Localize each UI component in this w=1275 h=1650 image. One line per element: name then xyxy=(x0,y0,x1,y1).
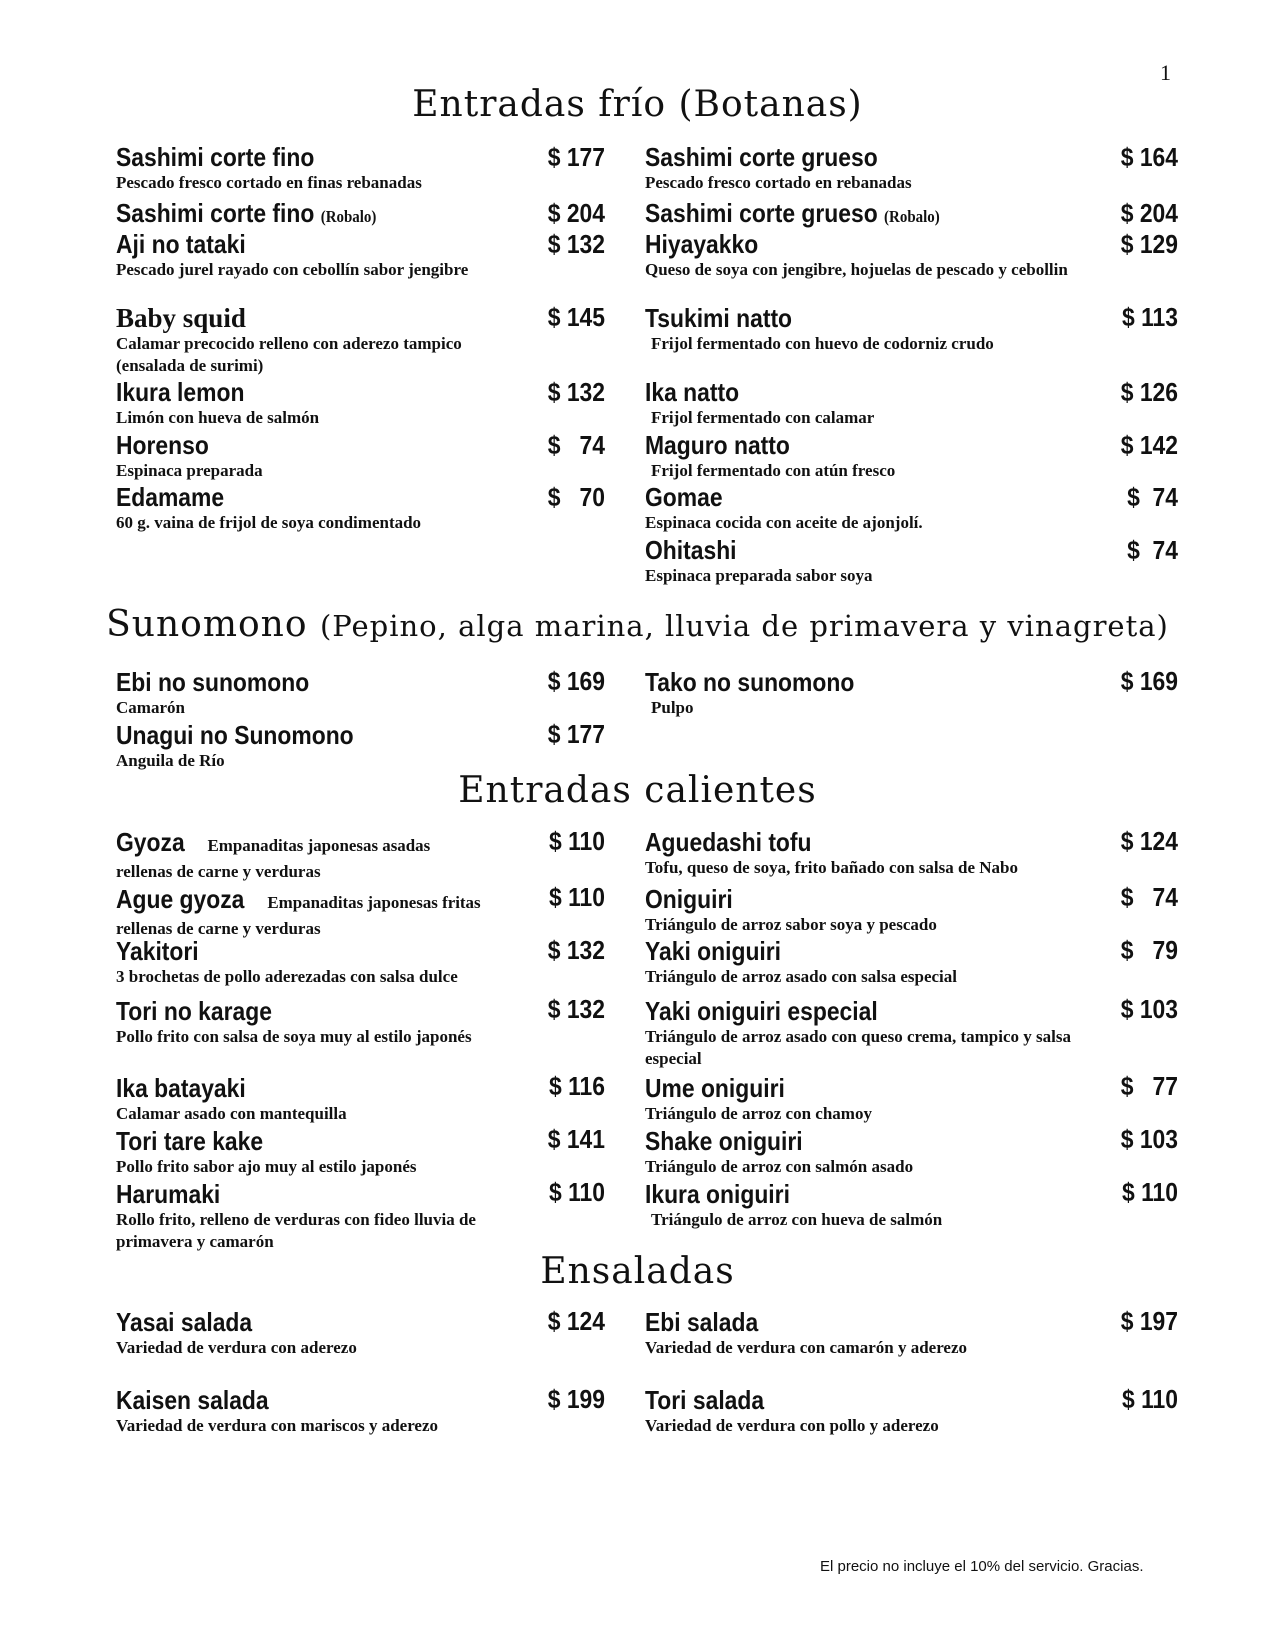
item-price: $ 124 xyxy=(547,1306,605,1336)
item-name: Sashimi corte grueso xyxy=(645,142,878,172)
menu-item xyxy=(645,303,1135,355)
item-price: $ 197 xyxy=(1120,1306,1178,1336)
item-name: Ikura oniguiri xyxy=(645,1179,790,1209)
item-price: $ 132 xyxy=(547,229,605,259)
item-price: $ 116 xyxy=(548,1071,605,1101)
item-name: Yakitori xyxy=(116,936,199,966)
item-name: Sashimi corte fino xyxy=(116,142,315,172)
item-name: Ague gyoza Empanaditas japonesas fritas xyxy=(116,884,468,918)
item-name: Edamame xyxy=(116,482,225,512)
menu-item xyxy=(645,1073,1135,1125)
menu-item xyxy=(645,229,1090,281)
item-description: rellenas de carne y verduras xyxy=(116,919,321,938)
item-description: Frijol fermentado con atún fresco xyxy=(651,461,896,480)
item-price: $ 103 xyxy=(1120,994,1178,1024)
item-name: Aguedashi tofu xyxy=(645,827,812,857)
item-name: Ikura lemon xyxy=(116,377,245,407)
item-price: $ 204 xyxy=(1120,198,1178,228)
item-price: $ 110 xyxy=(548,1177,605,1207)
item-description: Camarón xyxy=(116,698,185,717)
menu-item xyxy=(645,535,1135,587)
item-price: $ 132 xyxy=(547,994,605,1024)
item-price: $ 74 xyxy=(1127,482,1178,512)
section-title-entradas-frio: Entradas frío (Botanas) xyxy=(412,84,863,125)
item-inline-description: Empanaditas japonesas fritas xyxy=(267,893,481,912)
item-price: $ 110 xyxy=(1121,1384,1178,1414)
menu-item xyxy=(645,377,1135,429)
item-name: Tsukimi natto xyxy=(645,303,793,333)
item-name: Kaisen salada xyxy=(116,1385,269,1415)
item-price: $ 169 xyxy=(547,666,605,696)
menu-item xyxy=(645,482,1135,534)
menu-item xyxy=(645,667,1135,719)
item-price: $ 110 xyxy=(548,882,605,912)
item-description: Espinaca preparada xyxy=(116,461,263,480)
item-description: Limón con hueva de salmón xyxy=(116,408,320,427)
item-description: Tofu, queso de soya, frito bañado con salsa de Nabo xyxy=(645,858,1018,877)
item-name: Baby squid xyxy=(116,303,246,333)
item-description: 60 g. vaina de frijol de soya condimentado xyxy=(116,513,422,532)
item-price: $ 74 xyxy=(547,430,605,460)
item-name: Tako no sunomono xyxy=(645,667,855,697)
item-name: Horenso xyxy=(116,430,209,460)
item-price: $ 145 xyxy=(547,302,605,332)
item-name: Tori no karage xyxy=(116,996,272,1026)
item-name: Yasai salada xyxy=(116,1307,253,1337)
item-name: Unagui no Sunomono xyxy=(116,720,354,750)
item-description: Variedad de verdura con aderezo xyxy=(116,1338,357,1357)
item-inline-description: Empanaditas japonesas asadas xyxy=(207,836,431,855)
menu-item xyxy=(645,884,1135,936)
item-price: $ 132 xyxy=(547,935,605,965)
item-price: $ 204 xyxy=(547,198,605,228)
item-name: Harumaki xyxy=(116,1179,221,1209)
item-description: Triángulo de arroz asado con queso crema, tampico y salsa especial xyxy=(645,1027,1071,1068)
item-price: $ 103 xyxy=(1120,1124,1178,1154)
item-name: Ika natto xyxy=(645,377,740,407)
item-description: Triángulo de arroz sabor soya y pescado xyxy=(645,915,937,934)
item-tag: (Robalo) xyxy=(320,207,377,226)
page-number: 1 xyxy=(1160,60,1171,85)
item-description: Pollo frito con salsa de soya muy al estilo japonés xyxy=(116,1027,472,1046)
item-name: Ika batayaki xyxy=(116,1073,246,1103)
section-title-entradas-calientes: Entradas calientes xyxy=(458,770,817,811)
section-subtitle: (Pepino, alga marina, lluvia de primavera y vinagreta) xyxy=(319,609,1169,643)
item-price: $ 79 xyxy=(1120,935,1178,965)
item-description: Triángulo de arroz con hueva de salmón xyxy=(651,1210,943,1229)
item-name: Yaki oniguiri especial xyxy=(645,996,878,1026)
item-price: $ 126 xyxy=(1120,377,1178,407)
item-price: $ 141 xyxy=(547,1124,605,1154)
item-name: Sashimi corte grueso (Robalo) xyxy=(645,198,940,228)
menu-item xyxy=(645,1307,1135,1359)
item-description: Calamar precocido relleno con aderezo tampico (ensalada de surimi) xyxy=(116,334,462,375)
item-tag: (Robalo) xyxy=(884,207,940,226)
item-price: $ 110 xyxy=(1121,1177,1178,1207)
item-name: Ebi no sunomono xyxy=(116,667,310,697)
section-title-sunomono xyxy=(0,604,1275,645)
item-description: Espinaca cocida con aceite de ajonjolí. xyxy=(645,513,923,532)
item-description: Queso de soya con jengibre, hojuelas de pescado y cebollin xyxy=(645,260,1068,279)
menu-item xyxy=(645,1179,1135,1231)
item-price: $ 77 xyxy=(1120,1071,1178,1101)
item-description: Triángulo de arroz con chamoy xyxy=(645,1104,872,1123)
item-name: Yaki oniguiri xyxy=(645,936,782,966)
menu-item xyxy=(645,1385,1135,1437)
item-description: Variedad de verdura con mariscos y aderezo xyxy=(116,1416,439,1435)
item-description: 3 brochetas de pollo aderezadas con salsa dulce xyxy=(116,967,458,986)
item-price: $ 199 xyxy=(547,1384,605,1414)
item-price: $ 132 xyxy=(547,377,605,407)
item-name: Shake oniguiri xyxy=(645,1126,803,1156)
menu-item xyxy=(645,827,1135,879)
menu-item xyxy=(116,827,516,883)
item-description: Triángulo de arroz asado con salsa especial xyxy=(645,967,957,986)
menu-item xyxy=(645,936,1135,988)
item-description: Variedad de verdura con pollo y aderezo xyxy=(645,1416,939,1435)
menu-item xyxy=(116,229,476,281)
menu-item xyxy=(116,884,516,940)
footnote: El precio no incluye el 10% del servicio. Gracias. xyxy=(820,1558,1144,1575)
menu-item xyxy=(116,303,521,377)
menu-item xyxy=(116,1179,516,1253)
item-price: $ 70 xyxy=(547,482,605,512)
item-description: Espinaca preparada sabor soya xyxy=(645,566,873,585)
item-description: Anguila de Río xyxy=(116,751,225,770)
menu-item xyxy=(645,430,1135,482)
item-price: $ 164 xyxy=(1120,142,1178,172)
item-name: Ume oniguiri xyxy=(645,1073,785,1103)
menu-item xyxy=(645,142,1135,194)
item-description: Pulpo xyxy=(651,698,694,717)
item-name: Tori tare kake xyxy=(116,1126,264,1156)
item-name: Sashimi corte fino (Robalo) xyxy=(116,198,377,228)
item-name: Hiyayakko xyxy=(645,229,759,259)
item-price: $ 142 xyxy=(1120,430,1178,460)
item-name: Aji no tataki xyxy=(116,229,246,259)
item-description: Frijol fermentado con huevo de codorniz crudo xyxy=(651,334,994,353)
item-price: $ 74 xyxy=(1127,535,1178,565)
menu-item xyxy=(116,996,476,1048)
item-price: $ 113 xyxy=(1121,302,1178,332)
item-description: Pollo frito sabor ajo muy al estilo japonés xyxy=(116,1157,417,1176)
item-name: Oniguiri xyxy=(645,884,733,914)
item-description: Frijol fermentado con calamar xyxy=(651,408,875,427)
item-price: $ 110 xyxy=(548,826,605,856)
item-description: Triángulo de arroz con salmón asado xyxy=(645,1157,914,1176)
item-description: Calamar asado con mantequilla xyxy=(116,1104,347,1123)
item-description: Pescado jurel rayado con cebollín sabor jengibre xyxy=(116,260,469,279)
item-price: $ 177 xyxy=(547,719,605,749)
item-description: Rollo frito, relleno de verduras con fideo lluvia de primavera y camarón xyxy=(116,1210,476,1251)
item-price: $ 169 xyxy=(1120,666,1178,696)
item-description: Pescado fresco cortado en rebanadas xyxy=(645,173,912,192)
item-price: $ 74 xyxy=(1120,882,1178,912)
menu-item xyxy=(645,996,1090,1070)
item-price: $ 124 xyxy=(1120,826,1178,856)
menu-item xyxy=(645,1126,1135,1178)
item-name: Ohitashi xyxy=(645,535,737,565)
item-description: rellenas de carne y verduras xyxy=(116,862,321,881)
section-title-ensaladas: Ensaladas xyxy=(540,1251,735,1292)
item-description: Variedad de verdura con camarón y aderezo xyxy=(645,1338,968,1357)
item-description: Pescado fresco cortado en finas rebanadas xyxy=(116,173,422,192)
section-title-text: Sunomono xyxy=(106,604,308,645)
item-name: Gomae xyxy=(645,482,723,512)
item-name: Tori salada xyxy=(645,1385,765,1415)
item-name: Ebi salada xyxy=(645,1307,759,1337)
item-name: Gyoza Empanaditas japonesas asadas xyxy=(116,827,468,861)
item-price: $ 129 xyxy=(1120,229,1178,259)
item-price: $ 177 xyxy=(547,142,605,172)
item-name: Maguro natto xyxy=(645,430,790,460)
menu-item xyxy=(645,198,1135,232)
